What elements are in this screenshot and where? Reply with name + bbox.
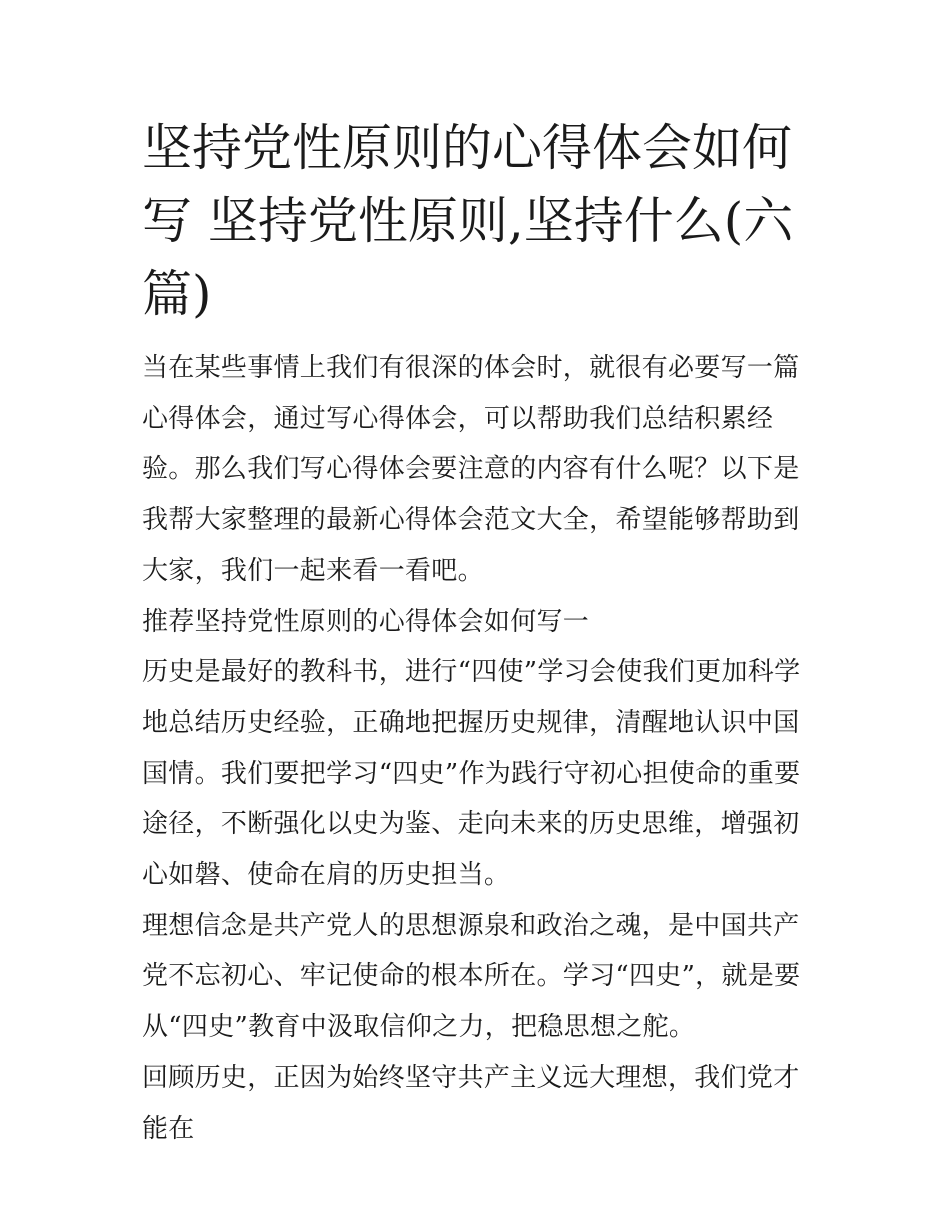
body-paragraph: 回顾历史，正因为始终坚守共产主义远大理想，我们党才能在 [142,1062,800,1144]
document-title: 坚持党性原则的心得体会如何写 坚持党性原则,坚持什么(六篇) [142,119,794,323]
section-heading: 推荐坚持党性原则的心得体会如何写一 [142,606,590,637]
document-content [142,112,814,1154]
intro-paragraph: 当在某些事情上我们有很深的体会时，就很有必要写一篇心得体会，通过写心得体会，可以帮助我们总结积累经验。那么我们写心得体会要注意的内容有什么呢？以下是我帮大家整理的最新心得体会范文大全，希望能够帮助到大家，我们一起来看一看吧。 [142,353,800,586]
body-paragraph: 历史是最好的教科书，进行“四使”学习会使我们更加科学地总结历史经验，正确地把握历史规律，清醒地认识中国国情。我们要把学习“四史”作为践行守初心担使命的重要途径，不断强化以史为鉴、走向未来的历史思维，增强初心如磐、使命在肩的历史担当。 [142,657,801,891]
body-paragraph: 理想信念是共产党人的思想源泉和政治之魂，是中国共产党不忘初心、牢记使命的根本所在。学习“四史”，就是要从“四史”教育中汲取信仰之力，把稳思想之舵。 [142,910,801,1043]
document-body [142,343,814,1154]
